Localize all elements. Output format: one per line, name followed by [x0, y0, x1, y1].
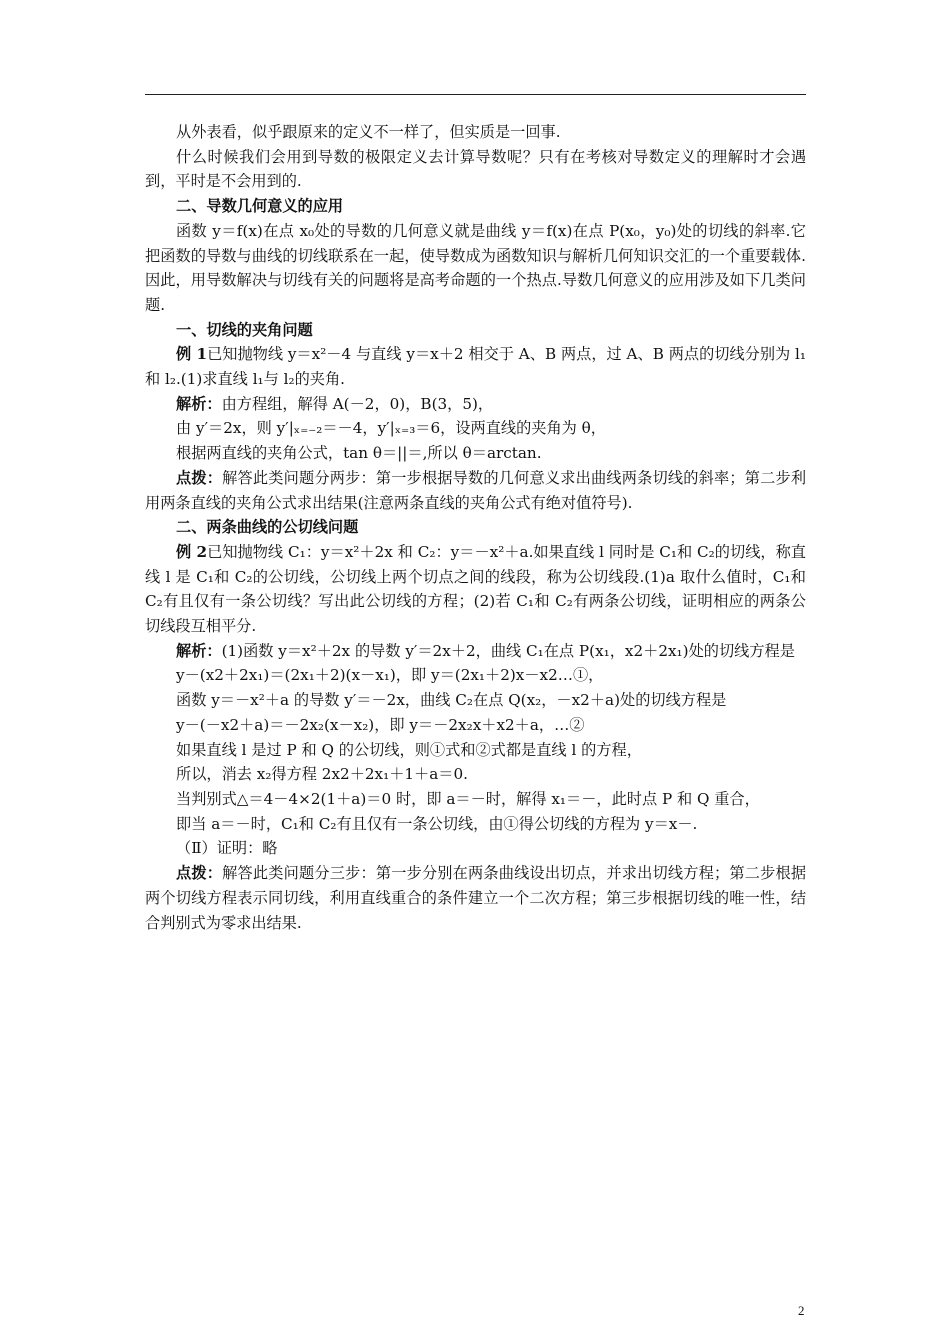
example-text: 已知抛物线 C₁：y＝x²＋2x 和 C₂：y＝－x²＋a.如果直线 l 同时是 C₁和 C₂的切线，称直线 l 是 C₁和 C₂的公切线，公切线上两个切点之间的线段，称为公切线段.(1)a 取什么值时，C₁和 C₂有且仅有一条公切线？写出此公切线的方程；(2)若 C₁和 C₂有两条公切线，证明相应的两条公切线段互相平分. — [145, 542, 806, 636]
solution-2-line: 即当 a＝－时，C₁和 C₂有且仅有一条公切线，由①得公切线的方程为 y＝x－. — [176, 814, 698, 833]
paragraph: 从外表看，似乎跟原来的定义不一样了，但实质是一回事. — [176, 123, 561, 141]
example-text: 已知抛物线 y＝x²－4 与直线 y＝x＋2 相交于 A、B 两点，过 A、B 两点的切线分别为 l₁和 l₂.(1)求直线 l₁与 l₂的夹角. — [145, 345, 807, 389]
document-body — [145, 120, 806, 935]
solution-2-line — [145, 639, 806, 664]
example-label: 例 2 — [176, 542, 208, 561]
tip-label: 点拨： — [176, 864, 223, 883]
subsection-heading: 一、切线的夹角问题 — [176, 320, 313, 339]
example-label: 例 1 — [176, 345, 208, 364]
tip-2 — [145, 861, 806, 935]
example-2 — [145, 540, 806, 639]
tip-text: 解答此类问题分三步：第一步分别在两条曲线设出切点，并求出切线方程；第二步根据两个切线方程表示同切线，利用直线重合的条件建立一个二次方程；第三步根据切线的唯一性，结合判别式为零求出结果. — [145, 864, 807, 932]
tip-1 — [145, 466, 806, 515]
solution-2-line: y－(x2＋2x₁)＝(2x₁＋2)(x－x₁)，即 y＝(2x₁＋2)x－x2…①， — [176, 666, 604, 685]
solution-1-line — [145, 392, 806, 417]
tip-text: 解答此类问题分两步：第一步根据导数的几何意义求出曲线两条切线的斜率；第二步利用两条直线的夹角公式求出结果(注意两条直线的夹角公式有绝对值符号). — [145, 468, 807, 512]
solution-1-line: 根据两直线的夹角公式，tan θ＝||＝,所以 θ＝arctan. — [176, 444, 542, 463]
page-number: 2 — [798, 1303, 805, 1318]
paragraph: 什么时候我们会用到导数的极限定义去计算导数呢？只有在考核对导数定义的理解时才会遇到，平时是不会用到的. — [145, 147, 806, 191]
subsection-heading: 二、两条曲线的公切线问题 — [176, 518, 359, 537]
solution-2-line: y－(－x2＋a)＝－2x₂(x－x₂)，即 y＝－2x₂x＋x2＋a，…② — [176, 715, 585, 734]
solution-label: 解析： — [176, 394, 222, 413]
solution-label: 解析： — [176, 641, 222, 660]
solution-text: 由方程组，解得 A(－2，0)，B(3，5)， — [221, 394, 494, 413]
header-rule — [145, 94, 806, 95]
solution-2-line: 所以，消去 x₂得方程 2x2＋2x₁＋1＋a＝0. — [176, 765, 468, 784]
paragraph: 函数 y＝f(x)在点 x₀处的导数的几何意义就是曲线 y＝f(x)在点 P(x₀，y₀)处的切线的斜率.它把函数的导数与曲线的切线联系在一起，使导数成为函数知识与解析几何知识交汇的一个重要载体.因此，用导数解决与切线有关的问题将是高考命题的一个热点.导数几何意义的应用涉及如下几类问题. — [145, 221, 806, 314]
section-heading: 二、导数几何意义的应用 — [176, 197, 344, 216]
solution-1-line: 由 y′＝2x，则 y′|ₓ₌₋₂＝－4，y′|ₓ₌₃＝6，设两直线的夹角为 θ， — [176, 419, 606, 438]
solution-2-line: 如果直线 l 是过 P 和 Q 的公切线，则①式和②式都是直线 l 的方程， — [176, 740, 642, 759]
solution-2-line: 函数 y＝－x²＋a 的导数 y′＝－2x，曲线 C₂在点 Q(x₂，－x2＋a)处的切线方程是 — [176, 691, 727, 710]
solution-2-line: （Ⅱ）证明：略 — [176, 839, 278, 858]
example-1 — [145, 342, 806, 391]
solution-2-line: 当判别式△＝4－4×2(1＋a)＝0 时，即 a＝－时，解得 x₁＝－，此时点 P 和 Q 重合， — [176, 789, 760, 808]
tip-label: 点拨： — [176, 468, 223, 487]
solution-text: (1)函数 y＝x²＋2x 的导数 y′＝2x＋2，曲线 C₁在点 P(x₁，x2＋2x₁)处的切线方程是 — [221, 641, 795, 660]
